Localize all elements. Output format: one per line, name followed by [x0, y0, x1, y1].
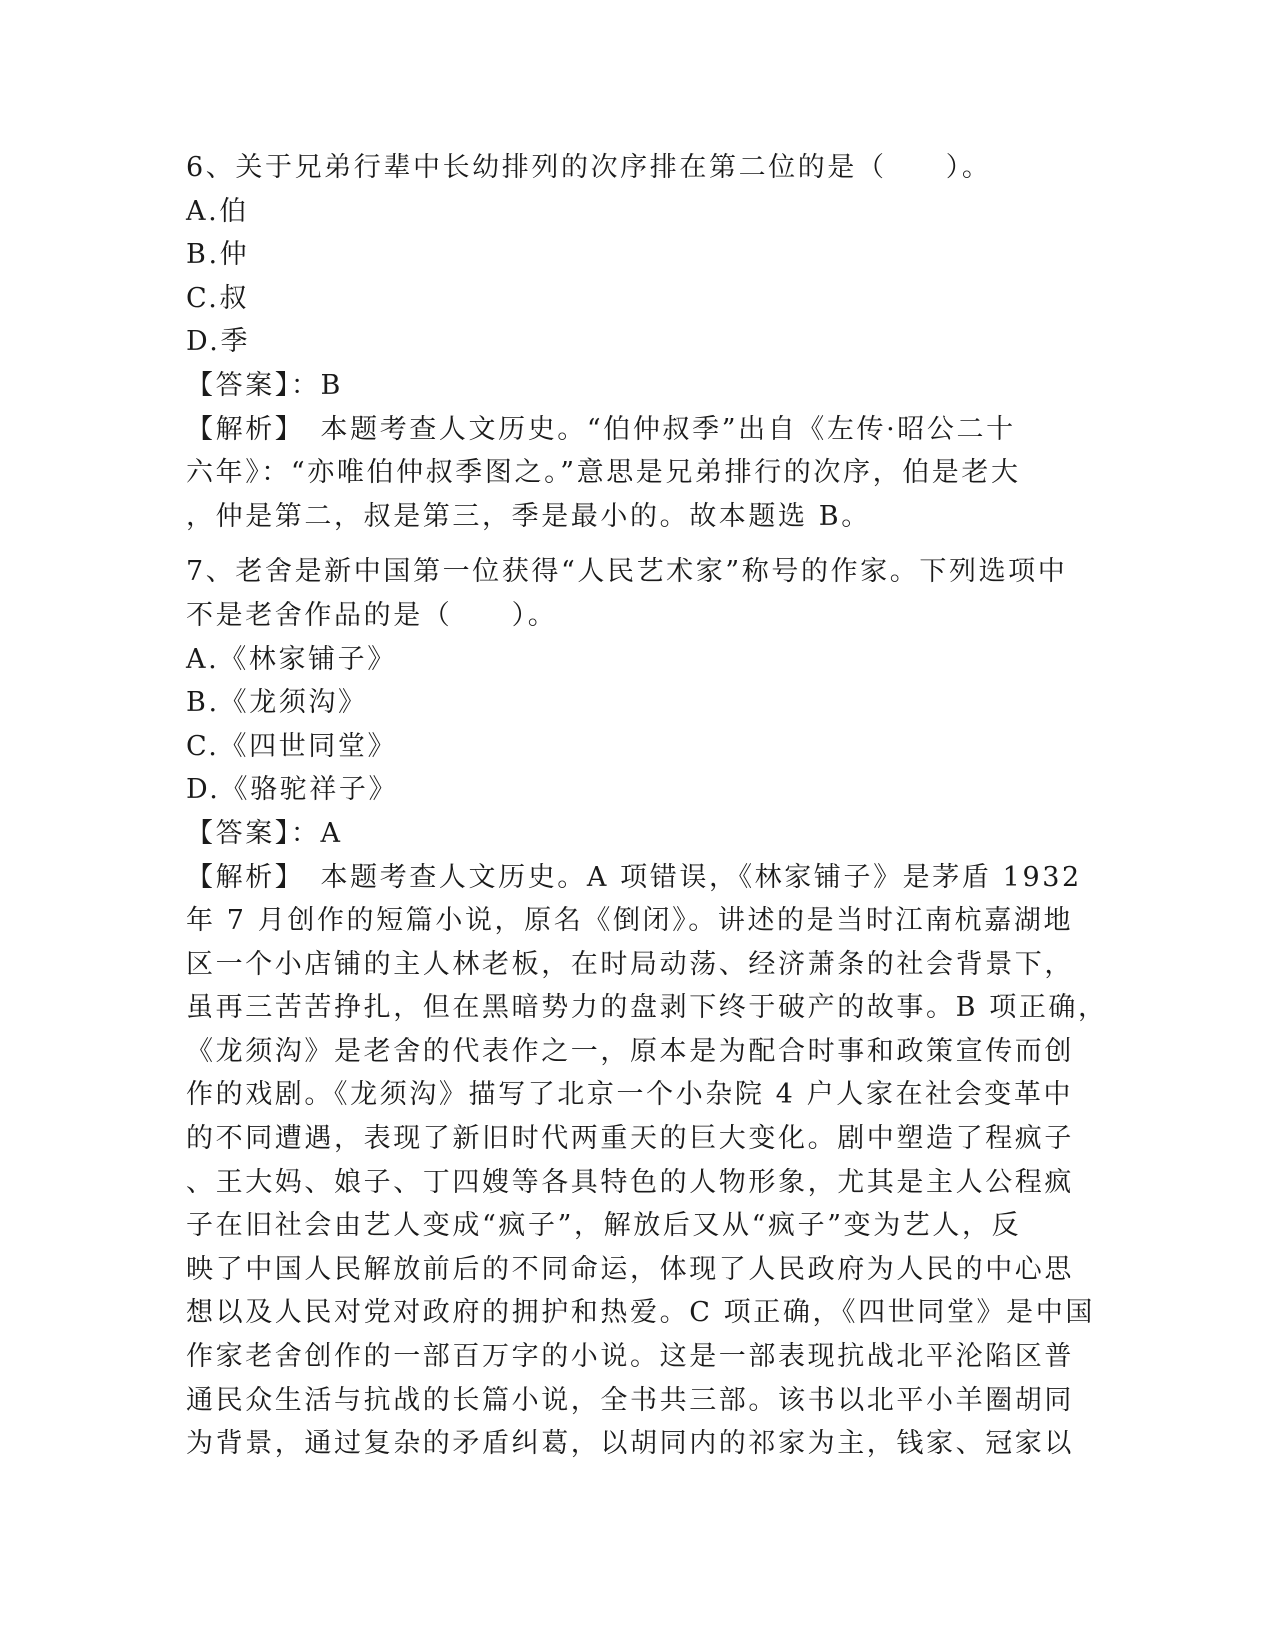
analysis-line: 区一个小店铺的主人林老板，在时局动荡、经济萧条的社会背景下，: [186, 948, 1074, 980]
analysis-line: 子在旧社会由艺人变成“疯子”，解放后又从“疯子”变为艺人，反: [186, 1210, 1022, 1242]
answer-line: 【答案】：A: [186, 817, 343, 849]
analysis-line: 作的戏剧。《龙须沟》描写了北京一个小杂院 4 户人家在社会变革中: [186, 1079, 1074, 1111]
analysis-line: 《龙须沟》是老舍的代表作之一，原本是为配合时事和政策宣传而创: [186, 1035, 1074, 1067]
analysis-line: 作家老舍创作的一部百万字的小说。这是一部表现抗战北平沦陷区普: [186, 1341, 1074, 1373]
analysis-line: 【解析】 本题考查人文历史。“伯仲叔季”出自《左传·昭公二十: [186, 413, 1016, 445]
question-separator: [186, 538, 1086, 550]
answer-line: 【答案】：B: [186, 369, 343, 401]
question-6: [186, 146, 1086, 538]
analysis-line: 【解析】 本题考查人文历史。A 项错误，《林家铺子》是茅盾 1932: [186, 861, 1082, 893]
analysis-line: ，仲是第二，叔是第三，季是最小的。故本题选 B。: [186, 500, 871, 532]
analysis-line: 、王大妈、娘子、丁四嫂等各具特色的人物形象，尤其是主人公程疯: [186, 1166, 1074, 1198]
analysis-line: 虽再三苦苦挣扎，但在黑暗势力的盘剥下终于破产的故事。B 项正确，: [186, 992, 1108, 1024]
question-stem: 不是老舍作品的是（ ）。: [186, 599, 558, 631]
option-d: D.《骆驼祥子》: [186, 774, 399, 806]
analysis-line: 的不同遭遇，表现了新旧时代两重天的巨大变化。剧中塑造了程疯子: [186, 1123, 1074, 1155]
analysis-line: 通民众生活与抗战的长篇小说，全书共三部。该书以北平小羊圈胡同: [186, 1384, 1074, 1416]
option-b: B.《龙须沟》: [186, 687, 368, 719]
option-a: A.《林家铺子》: [186, 643, 397, 675]
question-stem: 7、老舍是新中国第一位获得“人民艺术家”称号的作家。下列选项中: [186, 556, 1068, 588]
option-c: C.《四世同堂》: [186, 730, 398, 762]
analysis-line: 映了中国人民解放前后的不同命运，体现了人民政府为人民的中心思: [186, 1253, 1074, 1285]
option-a: A.伯: [186, 195, 249, 227]
analysis-line: 想以及人民对党对政府的拥护和热爱。C 项正确，《四世同堂》是中国: [186, 1297, 1095, 1329]
question-7: [186, 550, 1108, 1465]
option-b: B.仲: [186, 239, 250, 271]
analysis-line: 年 7 月创作的短篇小说，原名《倒闭》。讲述的是当时江南杭嘉湖地: [186, 905, 1074, 937]
option-c: C.叔: [186, 282, 250, 314]
question-stem: 6、关于兄弟行辈中长幼排列的次序排在第二位的是（ ）。: [186, 152, 992, 183]
analysis-line: 六年》：“亦唯伯仲叔季图之。”意思是兄弟排行的次序，伯是老大: [186, 457, 1021, 489]
option-d: D.季: [186, 326, 251, 358]
document-content: [186, 146, 1108, 1466]
analysis-line: 为背景，通过复杂的矛盾纠葛，以胡同内的祁家为主，钱家、冠家以: [186, 1428, 1074, 1460]
